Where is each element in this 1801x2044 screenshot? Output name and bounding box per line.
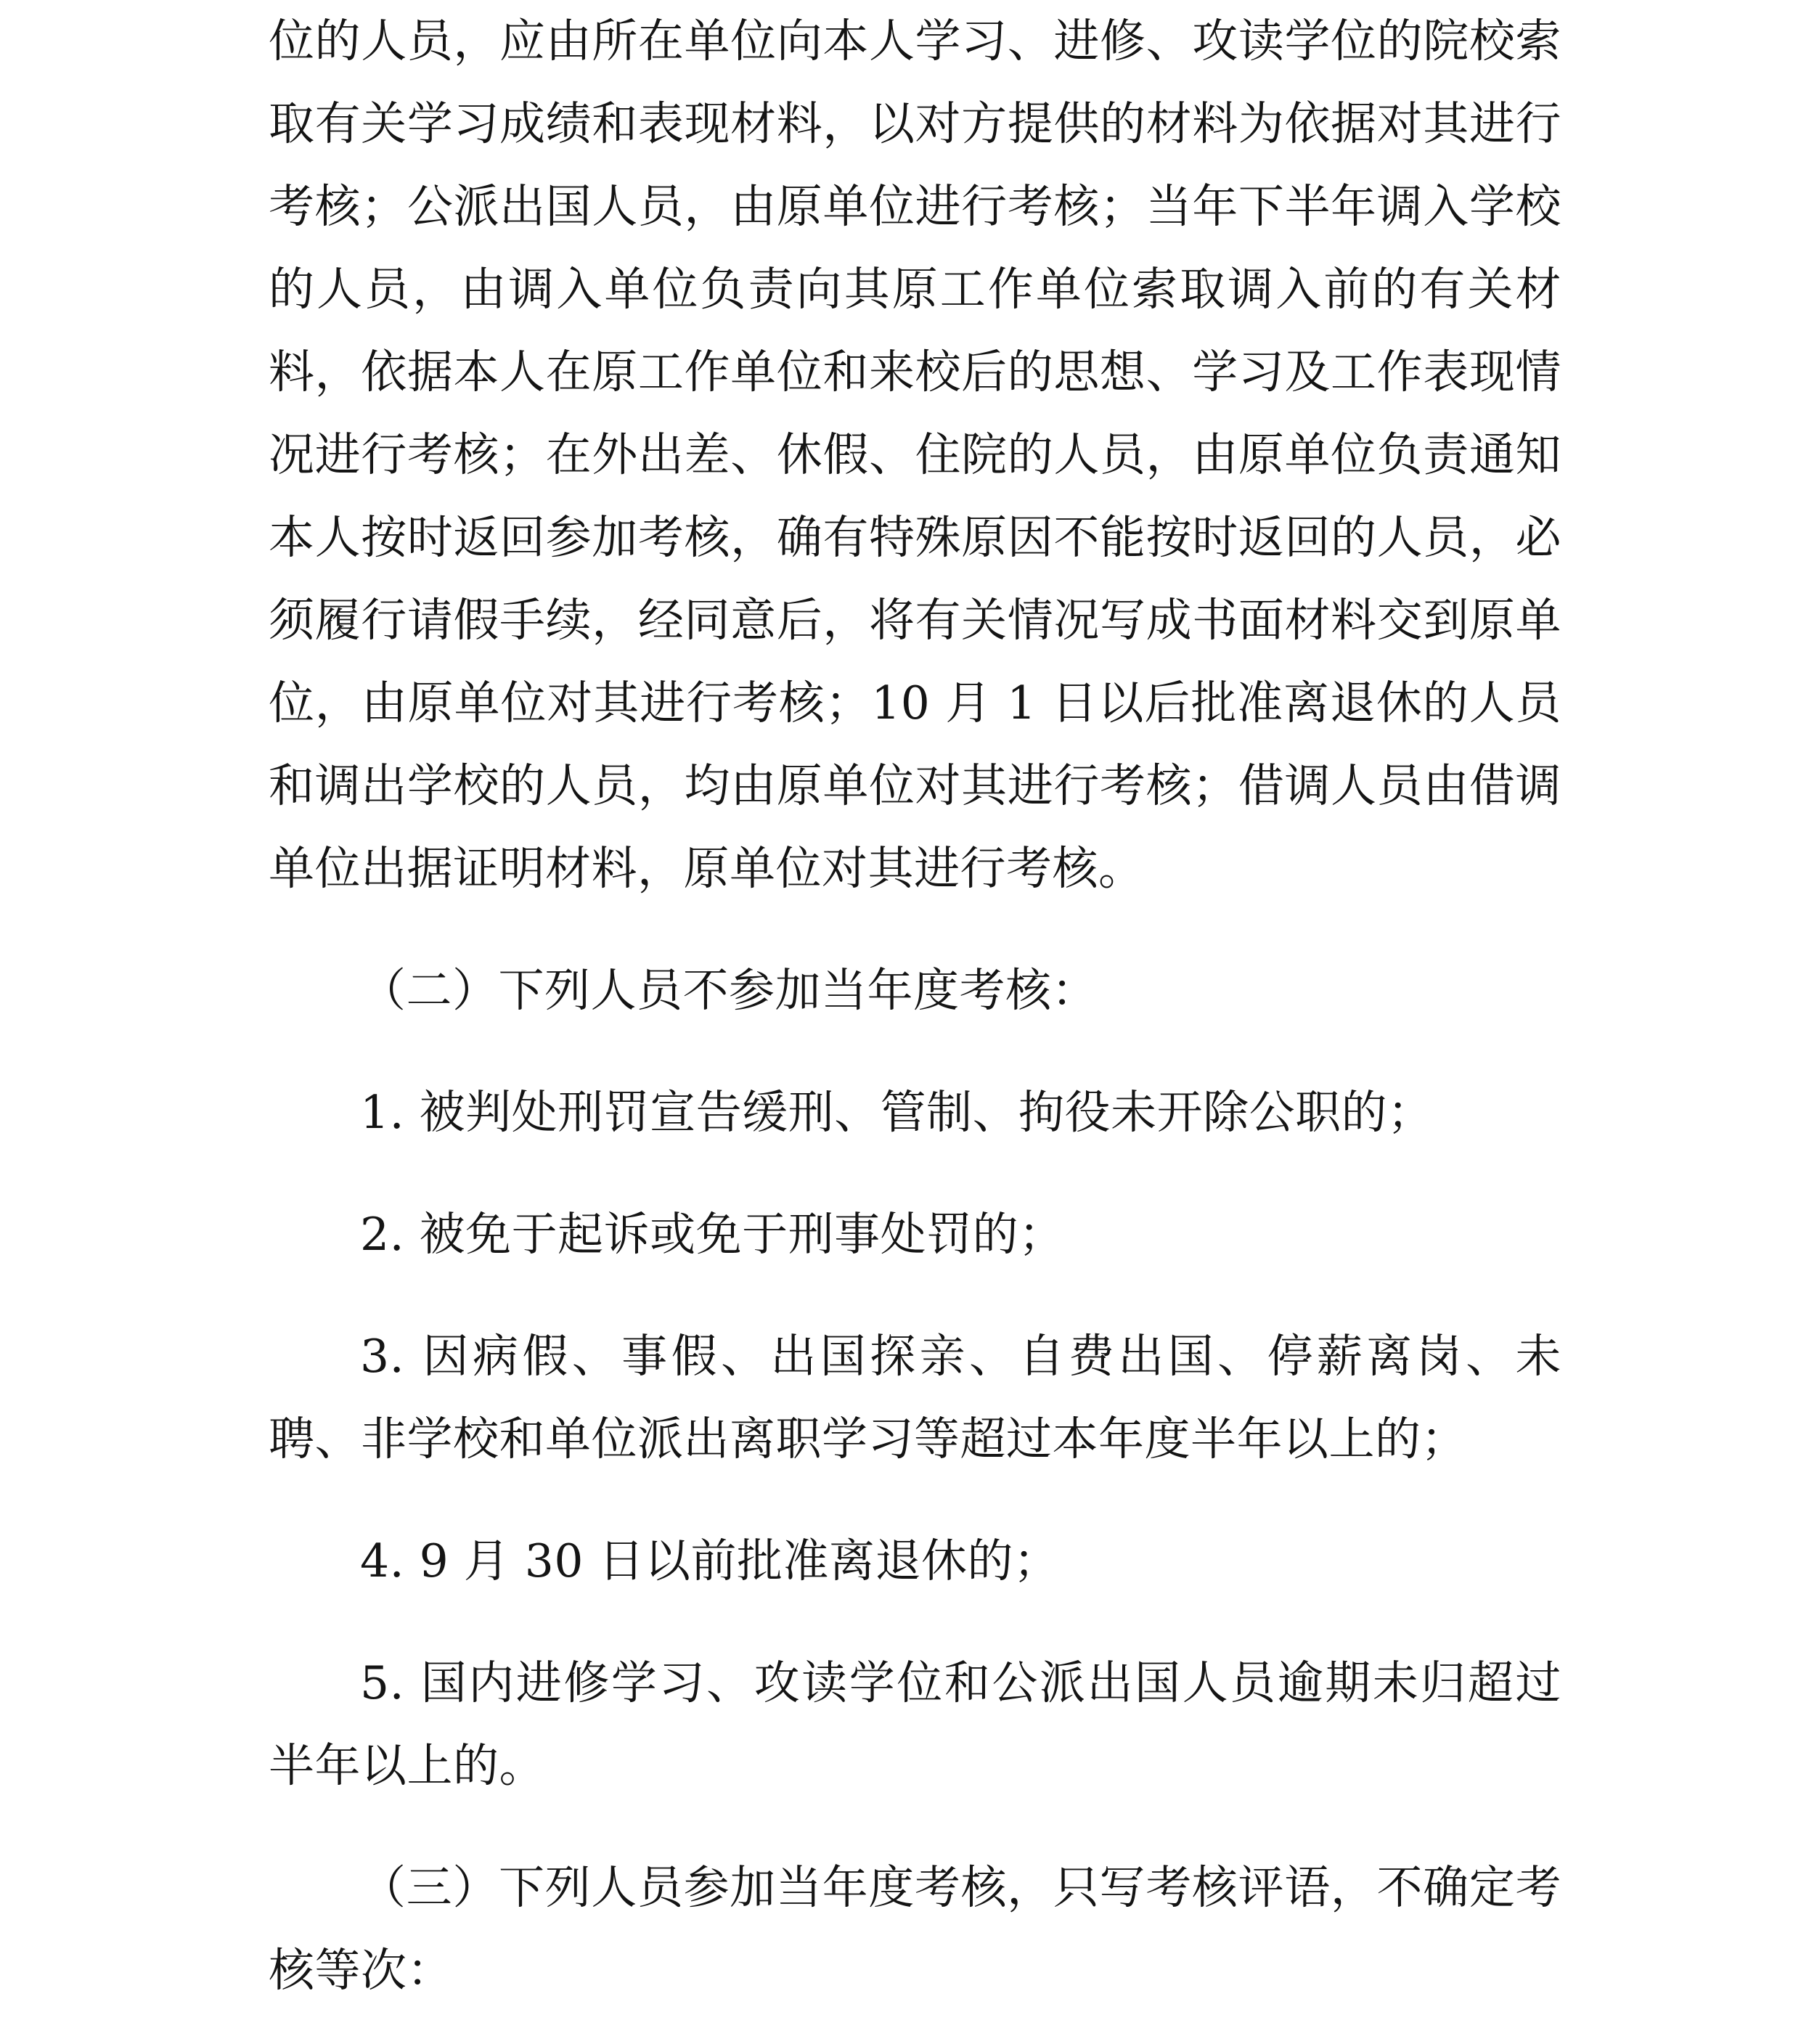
paragraph: （三）下列人员参加当年度考核，只写考核评语，不确定考核等次：	[269, 1861, 1561, 1997]
paragraph: 4. 9 月 30 日以前批准离退休的；	[360, 1534, 1060, 1587]
paragraph: 2. 被免于起诉或免于刑事处罚的；	[360, 1208, 1065, 1261]
paragraph: 3. 因病假、事假、出国探亲、自费出国、停薪离岗、未聘、非学校和单位派出离职学习等超过本年度半年以上的；	[269, 1330, 1561, 1465]
paragraph: （二）下列人员不参加当年度考核：	[360, 964, 1098, 1017]
document-body	[269, 0, 1561, 2012]
paragraph: 1. 被判处刑罚宣告缓刑、管制、拘役未开除公职的；	[360, 1086, 1434, 1139]
paragraph: 位的人员，应由所在单位向本人学习、进修、攻读学位的院校索取有关学习成绩和表现材料，以对方提供的材料为依据对其进行考核；公派出国人员，由原单位进行考核；当年下半年调入学校的人员，由调入单位负责向其原工作单位索取调入前的有关材料，依据本人在原工作单位和来校后的思想、学习及工作表现情况进行考核；在外出差、休假、住院的人员，由原单位负责通知本人按时返回参加考核，确有特殊原因不能按时返回的人员，必须履行请假手续，经同意后，将有关情况写成书面材料交到原单位，由原单位对其进行考核；10 月 1 日以后批准离退休的人员和调出学校的人员，均由原单位对其进行考核；借调人员由借调单位出据证明材料，原单位对其进行考核。	[269, 15, 1561, 895]
paragraph: 5. 国内进修学习、攻读学位和公派出国人员逾期未归超过半年以上的。	[269, 1656, 1561, 1792]
